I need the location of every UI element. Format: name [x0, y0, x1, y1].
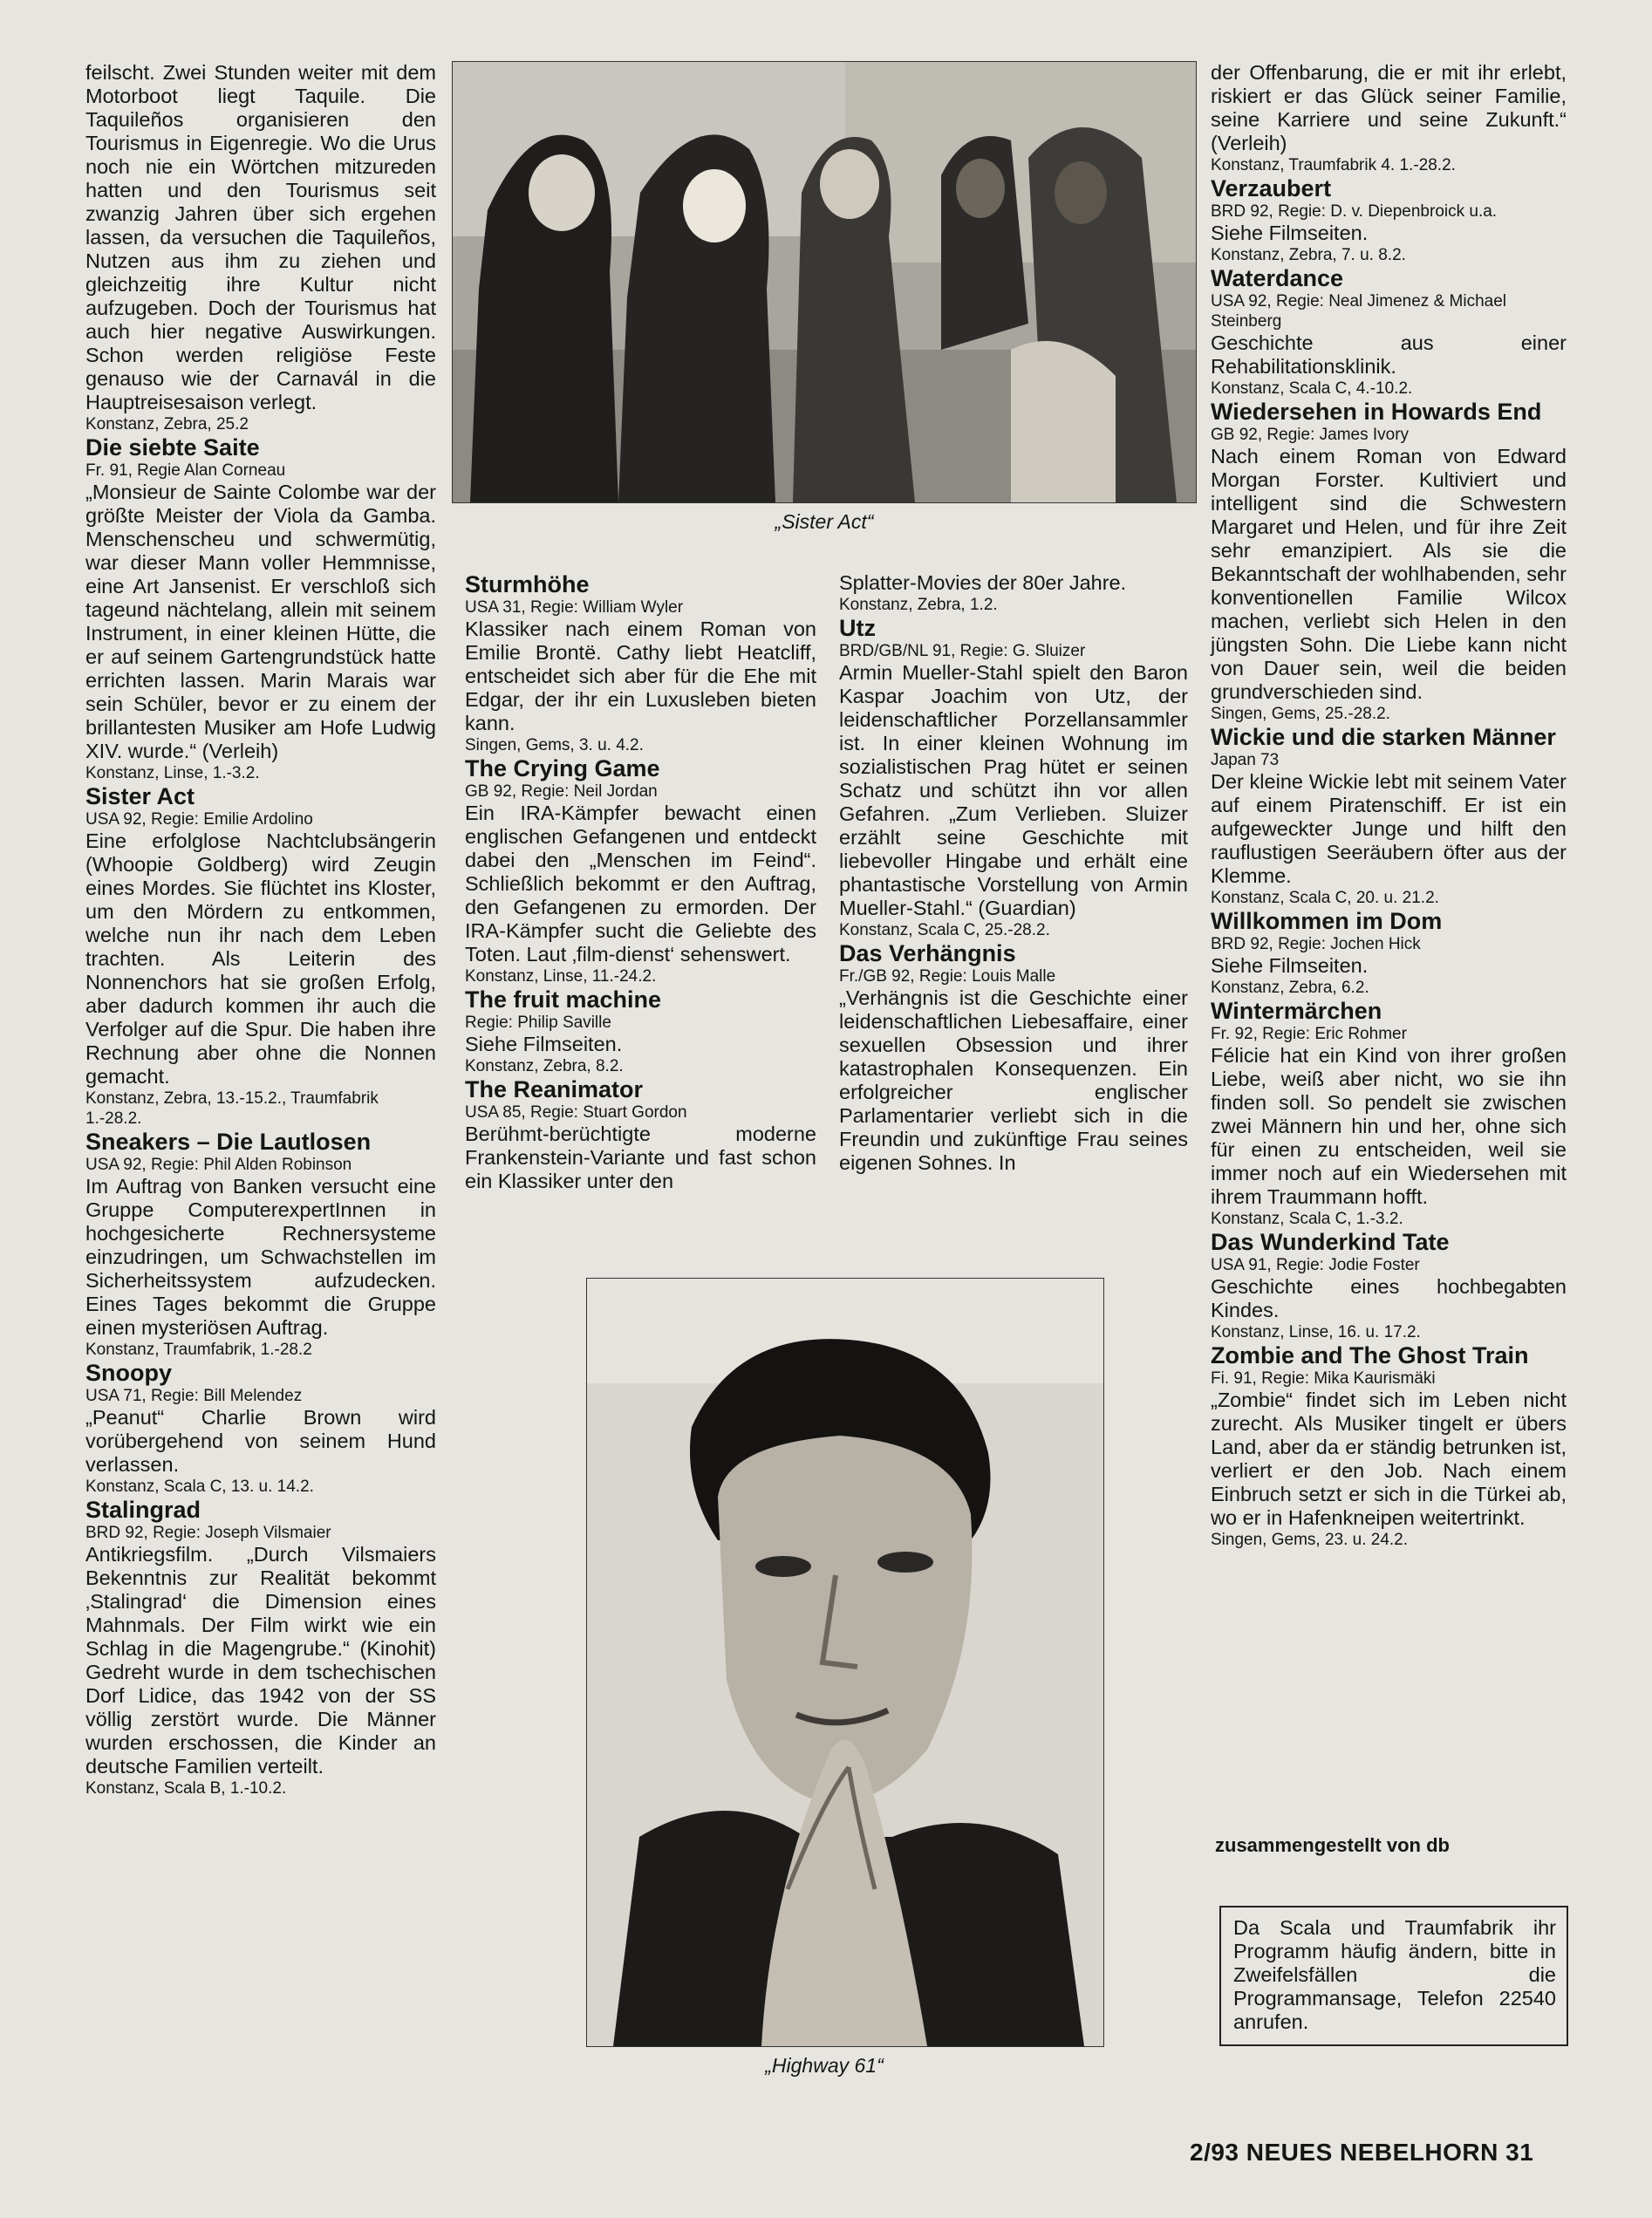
film-meta: Fi. 91, Regie: Mika Kaurismäki: [1211, 1369, 1436, 1388]
intro-location: Konstanz, Zebra, 25.2: [85, 415, 249, 433]
film-entry: [1211, 1229, 1567, 1342]
film-location: Konstanz, Scala C, 1.-3.2.: [1211, 1210, 1403, 1228]
film-meta: USA 92, Regie: Emilie Ardolino: [85, 810, 313, 829]
film-meta: USA 92, Regie: Neal Jimenez & Michael Steinberg: [1211, 292, 1506, 331]
film-title: Das Wunderkind Tate: [1211, 1229, 1450, 1255]
film-description: Der kleine Wickie lebt mit seinem Vater auf einem Piratenschiff. Er ist ein aufgeweckter Junge und hilft den rauflustigen Seeräubern öfter aus der Klemme.: [1211, 770, 1567, 887]
film-title: The fruit machine: [465, 986, 662, 1013]
film-title: Wiedersehen in Howards End: [1211, 399, 1542, 425]
film-location: Singen, Gems, 23. u. 24.2.: [1211, 1531, 1409, 1549]
film-meta: BRD 92, Regie: Jochen Hick: [1211, 935, 1421, 953]
film-location: Singen, Gems, 3. u. 4.2.: [465, 736, 644, 754]
lead-text: der Offenbarung, die er mit ihr erlebt, riskiert er das Glück seiner Familie, seine Karriere und seine Zukunft.“ (Verleih): [1211, 61, 1567, 154]
film-title: The Crying Game: [465, 755, 660, 781]
film-location: Konstanz, Scala B, 1.-10.2.: [85, 1779, 287, 1798]
film-entry: [85, 1360, 436, 1497]
column-3: [839, 571, 1188, 1175]
film-description: Geschichte eines hochbegabten Kindes.: [1211, 1275, 1567, 1321]
film-entry: [85, 1497, 436, 1798]
film-location: Konstanz, Scala C, 25.-28.2.: [839, 921, 1050, 939]
lead-location: Konstanz, Zebra, 1.2.: [839, 596, 998, 614]
program-notice-box: Da Scala und Traumfabrik ihr Programm häufig ändern, bitte in Zweifelsfällen die Programmansage, Telefon 22540 anrufen.: [1219, 1906, 1568, 2046]
film-meta: Fr./GB 92, Regie: Louis Malle: [839, 967, 1056, 986]
film-location: Konstanz, Zebra, 6.2.: [1211, 979, 1369, 997]
film-location: Konstanz, Scala C, 13. u. 14.2.: [85, 1478, 314, 1496]
film-location: Konstanz, Linse, 16. u. 17.2.: [1211, 1323, 1421, 1341]
film-description: Siehe Filmseiten.: [465, 1033, 623, 1055]
film-entry: [1211, 1342, 1567, 1550]
film-entry: [1211, 724, 1567, 908]
sister-act-caption: „Sister Act“: [775, 510, 874, 533]
compiler-credit: zusammengestellt von db: [1215, 1834, 1450, 1856]
film-entry: [1211, 399, 1567, 724]
film-meta: BRD/GB/NL 91, Regie: G. Sluizer: [839, 642, 1086, 660]
sister-act-photo: [452, 61, 1197, 503]
film-entry: [1211, 908, 1567, 998]
film-description: „Zombie“ findet sich im Leben nicht zurecht. Als Musiker tingelt er übers Land, aber da er ständig betrunken ist, verliert er den Job. Nach einem Einbruch setzt er sich in die Türkei ab, wo er in Hafenkneipen weitertrinkt.: [1211, 1389, 1567, 1529]
film-entry: [1211, 265, 1567, 399]
film-location: Konstanz, Zebra, 8.2.: [465, 1057, 624, 1075]
film-title: Die siebte Saite: [85, 434, 260, 461]
film-description: Antikriegsfilm. „Durch Vilsmaiers Bekenntnis zur Realität bekommt ‚Stalingrad‘ die Dimension eines Mahnmals. Der Film wirkt wie ein Schlag in die Magengrube.“ (Kinohit) Gedreht wurde in dem tschechischen Dorf Lidice, das 1942 von der SS völlig zerstört wurde. Die Männer wurden erschossen, die Kinder an deutsche Familien verteilt.: [85, 1543, 436, 1778]
film-meta: Japan 73: [1211, 751, 1280, 769]
film-meta: USA 85, Regie: Stuart Gordon: [465, 1103, 687, 1122]
film-meta: BRD 92, Regie: Joseph Vilsmaier: [85, 1524, 331, 1542]
film-description: Siehe Filmseiten.: [1211, 954, 1369, 977]
film-title: Sturmhöhe: [465, 571, 590, 597]
film-description: „Monsieur de Sainte Colombe war der größte Meister der Viola da Gamba. Menschenscheu und schwermütig, war dieser Mann voller Hemmnisse, eine Art Jansenist. Er verschloß sich tageund nächtelang, allein mit seinem Instrument, in einer kleinen Hütte, die er auf seinem Gartengrundstück hatte errichten lassen. Marin Marais war sein Schüler, bevor er zu einem der brillantesten Musiker am Hofe Ludwig XIV. wurde.“ (Verleih): [85, 481, 436, 762]
film-entry: [85, 434, 436, 783]
film-title: Stalingrad: [85, 1497, 201, 1523]
film-entry: [1211, 998, 1567, 1229]
film-description: Geschichte aus einer Rehabilitationsklinik.: [1211, 331, 1567, 378]
film-location: Konstanz, Traumfabrik, 1.-28.2: [85, 1341, 312, 1359]
lead-text: Splatter-Movies der 80er Jahre.: [839, 571, 1127, 594]
film-title: Wickie und die starken Männer: [1211, 724, 1556, 750]
film-title: Verzaubert: [1211, 175, 1332, 201]
film-location: Konstanz, Linse, 1.-3.2.: [85, 764, 260, 782]
film-title: Das Verhängnis: [839, 940, 1016, 966]
film-entry: [465, 986, 816, 1076]
highway-61-photo: [586, 1278, 1104, 2047]
column-1: [85, 61, 436, 1798]
film-description: Siehe Filmseiten.: [1211, 222, 1369, 244]
film-meta: Fr. 92, Regie: Eric Rohmer: [1211, 1025, 1407, 1043]
film-title: Snoopy: [85, 1360, 172, 1386]
film-entry: [465, 755, 816, 986]
film-title: The Reanimator: [465, 1076, 644, 1102]
film-location: Konstanz, Zebra, 7. u. 8.2.: [1211, 246, 1406, 264]
film-title: Zombie and The Ghost Train: [1211, 1342, 1529, 1368]
film-title: Waterdance: [1211, 265, 1344, 291]
film-meta: USA 92, Regie: Phil Alden Robinson: [85, 1156, 352, 1174]
film-description: „Verhängnis ist die Geschichte einer leidenschaftlichen Liebesaffaire, einer sexuellen Obsession und ihrer katastrophalen Konsequenzen. Ein erfolgreicher englischer Parlamentarier verliebt sich in die Freundin und zukünftige Frau seines eigenen Sohnes. In: [839, 986, 1188, 1174]
film-title: Sister Act: [85, 783, 195, 809]
film-entry: [1211, 175, 1567, 265]
film-description: Berühmt-berüchtigte moderne Frankenstein-Variante und fast schon ein Klassiker unter den: [465, 1123, 816, 1192]
film-description: Ein IRA-Kämpfer bewacht einen englischen Gefangenen und entdeckt dabei den „Menschen im Feind“. Schließlich bekommt er den Auftrag, den Gefangenen zu ermorden. Der IRA-Kämpfer sucht die Geliebte des Toten. Laut ‚film-dienst‘ sehenswert.: [465, 802, 816, 966]
intro-text: feilscht. Zwei Stunden weiter mit dem Motorboot liegt Taquile. Die Taquileños organisieren den Tourismus in Eigenregie. Wo die Urus noch nie ein Wörtchen mitzureden hatten und den Tourismus seit zwanzig Jahren über sich ergehen lassen, da versuchen die Taquileños, Nutzen aus ihm zu ziehen und gleichzeitig ihre Kultur nicht aufzugeben. Doch der Tourismus hat auch hier negative Auswirkungen. Schon werden religiöse Feste genauso wie der Carnavál in die Hauptreisesaison verlegt.: [85, 61, 436, 413]
film-meta: GB 92, Regie: James Ivory: [1211, 426, 1410, 444]
film-entry: [839, 940, 1188, 1175]
film-location: Konstanz, Scala C, 4.-10.2.: [1211, 379, 1413, 398]
film-meta: Regie: Philip Saville: [465, 1013, 611, 1032]
film-description: Eine erfolglose Nachtclubsängerin (Whoopie Goldberg) wird Zeugin eines Mordes. Sie flüchtet ins Kloster, um den Mördern zu entkommen, welche nun ihr nach dem Leben trachten. Als Leiterin des Nonnenchors hat sie großen Erfolg, aber dadurch kommen ihr auch die Verfolger auf die Spur. Die haben ihre Rechnung aber ohne die Nonnen gemacht.: [85, 829, 436, 1088]
film-meta: USA 71, Regie: Bill Melendez: [85, 1387, 303, 1405]
film-description: Klassiker nach einem Roman von Emilie Brontë. Cathy liebt Heatcliff, entscheidet sich aber für die Ehe mit Edgar, der ihr ein Luxusleben bieten kann.: [465, 618, 816, 734]
film-location: Singen, Gems, 25.-28.2.: [1211, 705, 1390, 723]
column-4: [1211, 61, 1567, 1550]
film-entry: [85, 783, 436, 1129]
film-title: Willkommen im Dom: [1211, 908, 1443, 934]
film-entry: [839, 615, 1188, 940]
page-folio: 2/93 NEUES NEBELHORN 31: [1190, 2139, 1534, 2166]
film-description: „Peanut“ Charlie Brown wird vorübergehend von seinem Hund verlassen.: [85, 1406, 436, 1476]
highway-61-caption: „Highway 61“: [765, 2054, 884, 2077]
film-entry: [85, 1129, 436, 1360]
film-meta: USA 31, Regie: William Wyler: [465, 598, 684, 617]
lead-location: Konstanz, Traumfabrik 4. 1.-28.2.: [1211, 156, 1456, 174]
film-title: Sneakers – Die Lautlosen: [85, 1129, 372, 1155]
film-meta: USA 91, Regie: Jodie Foster: [1211, 1256, 1420, 1274]
column-2: [465, 571, 816, 1193]
film-location: Konstanz, Scala C, 20. u. 21.2.: [1211, 889, 1439, 907]
film-title: Utz: [839, 615, 876, 641]
film-description: Nach einem Roman von Edward Morgan Forster. Kultiviert und intelligent sind die Schwestern Margaret und Helen, und für ihre Zeit sehr emanzipiert. Als sie die Bekanntschaft der wohlhabenden, sehr konventionellen Familie Wilcox machen, verliebt sich Helen in den jüngsten Sohn. Die Liebe kann nicht von Dauer sein, weil die beiden grundverschieden sind.: [1211, 445, 1567, 703]
film-description: Im Auftrag von Banken versucht eine Gruppe ComputerexpertInnen in hochgesicherte Rechnersysteme einzudringen, um Schwachstellen im Sicherheitssystem aufzudecken. Eines Tages bekommt die Gruppe einen mysteriösen Auftrag.: [85, 1175, 436, 1339]
film-entry: [465, 1076, 816, 1193]
film-location: Konstanz, Zebra, 13.-15.2., Traumfabrik 1.-28.2.: [85, 1089, 379, 1128]
film-meta: BRD 92, Regie: D. v. Diepenbroick u.a.: [1211, 202, 1498, 221]
film-meta: GB 92, Regie: Neil Jordan: [465, 782, 658, 801]
film-location: Konstanz, Linse, 11.-24.2.: [465, 967, 657, 986]
film-entry: [465, 571, 816, 755]
film-meta: Fr. 91, Regie Alan Corneau: [85, 461, 286, 480]
film-description: Félicie hat ein Kind von ihrer großen Liebe, weiß aber nicht, wo sie ihn finden soll. So pendelt sie zwischen zwei Männern hin und her, ohne sich für einen zu entscheiden, weil sie immer noch auf ein Wiedersehen mit ihrem Traummann hofft.: [1211, 1044, 1567, 1208]
film-title: Wintermärchen: [1211, 998, 1382, 1024]
film-description: Armin Mueller-Stahl spielt den Baron Kaspar Joachim von Utz, der leidenschaftlicher Porzellansammler ist. In einer kleinen Wohnung im sozialistischen Prag hütet er seinen Schatz und schützt ihn vor allen Gefahren. „Zum Verlieben. Sluizer erzählt seine Geschichte mit liebevoller Hingabe und erhält eine phantastische Vorstellung von Armin Mueller-Stahl.“ (Guardian): [839, 661, 1188, 919]
